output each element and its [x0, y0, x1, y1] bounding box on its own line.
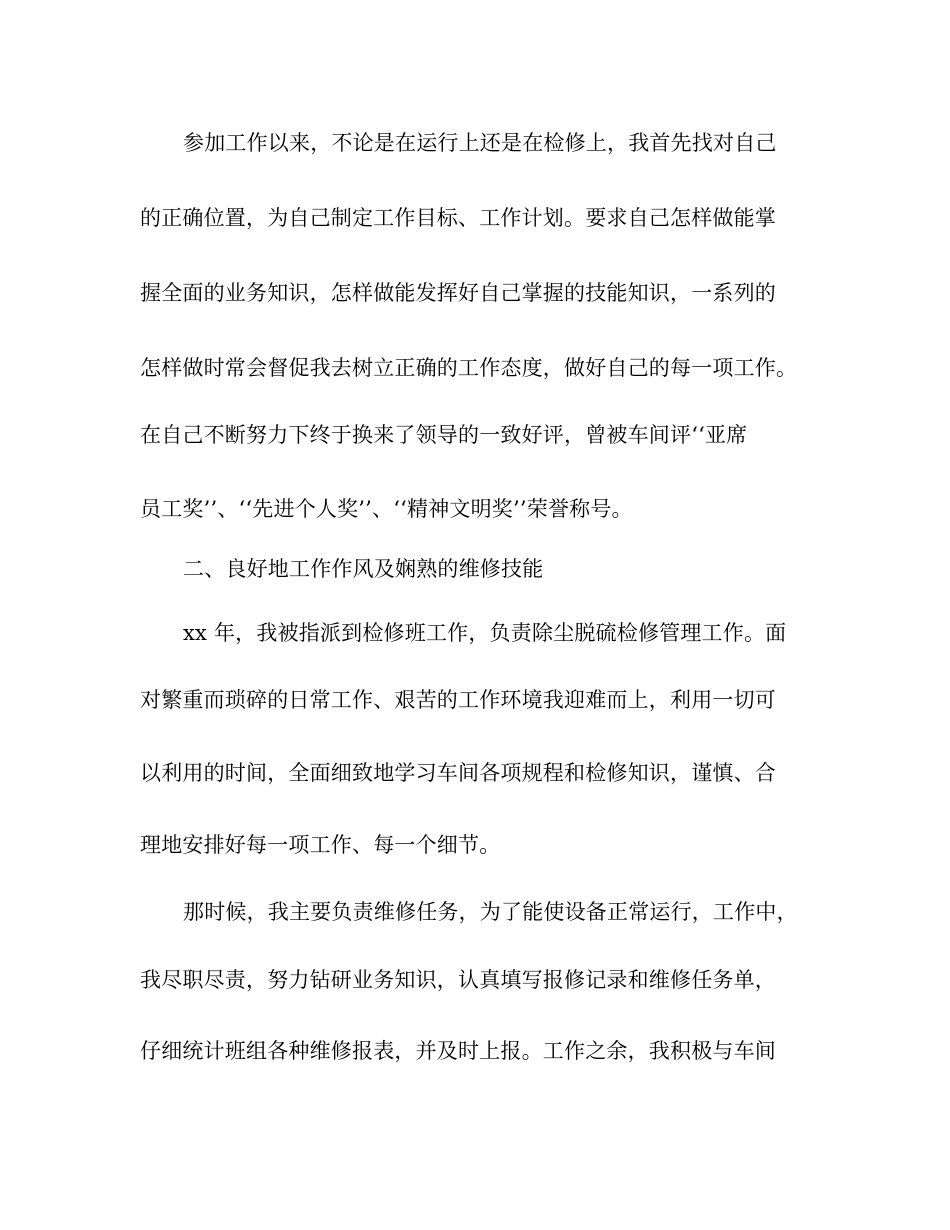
text-line-2: 的正确位置，为自己制定工作目标、工作计划。要求自己怎样做能掌	[140, 206, 776, 230]
text-line-3: 握全面的业务知识，怎样做能发挥好自己掌握的技能知识，一系列的	[140, 281, 776, 305]
text-line-6: 员工奖’’、‘‘先进个人奖’’、‘‘精神文明奖’’荣誉称号。	[140, 497, 633, 521]
text-line-8: xx 年，我被指派到检修班工作，负责除尘脱硫检修管理工作。面	[183, 621, 787, 645]
section-heading: 二、良好地工作作风及娴熟的维修技能	[183, 557, 544, 581]
text-line-14: 仔细统计班组各种维修报表，并及时上报。工作之余，我积极与车间	[140, 1039, 776, 1063]
text-line-11: 理地安排好每一项工作、每一个细节。	[140, 833, 501, 857]
text-line-13: 我尽职尽责，努力钻研业务知识，认真填写报修记录和维修任务单，	[140, 968, 776, 992]
text-line-5: 在自己不断努力下终于换来了领导的一致好评，曾被车间评‘‘亚席	[140, 423, 748, 447]
text-line-10: 以利用的时间，全面细致地学习车间各项规程和检修知识，谨慎、合	[140, 761, 776, 785]
text-line-4: 怎样做时常会督促我去树立正确的工作态度，做好自己的每一项工作。	[140, 356, 798, 380]
text-line-1: 参加工作以来，不论是在运行上还是在检修上，我首先找对自己	[183, 131, 777, 155]
text-line-9: 对繁重而琐碎的日常工作、艰苦的工作环境我迎难而上，利用一切可	[140, 688, 776, 712]
text-line-12: 那时候，我主要负责维修任务，为了能使设备正常运行，工作中，	[183, 900, 798, 924]
